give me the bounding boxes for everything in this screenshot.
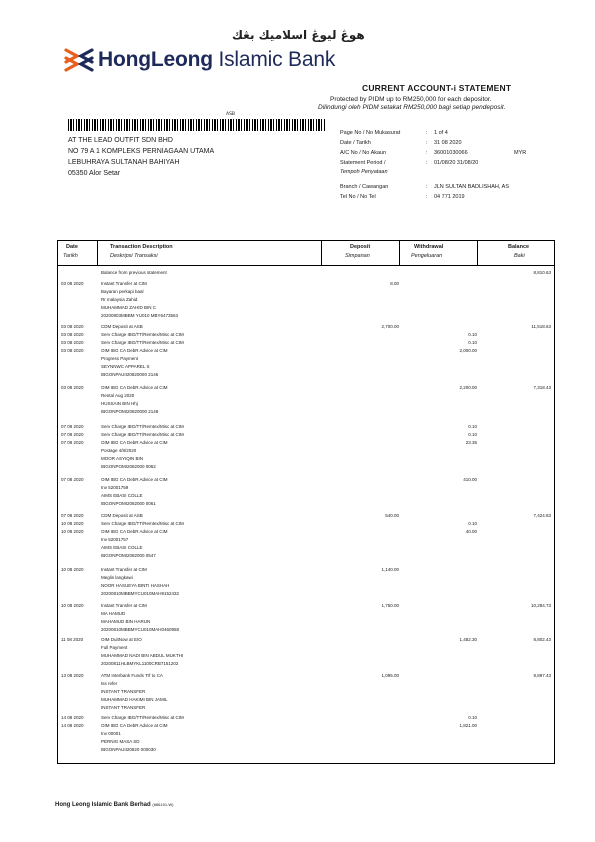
row-withdrawal: 1,482.30: [459, 637, 477, 642]
row-date: 07 08 2020: [61, 432, 84, 437]
row-date: 03 08 2020: [61, 281, 84, 286]
row-description: [101, 331, 341, 339]
page-number-row: Page No / No Mukasurat : 1 of 4: [340, 130, 448, 136]
header-balance: Balance: [508, 244, 530, 250]
row-date: 03 08 2020: [61, 324, 84, 329]
page-label: Page No / No Mukasurat: [340, 130, 401, 136]
row-description-line: SEYNNWC APPAREL S: [101, 364, 150, 369]
row-description-line: Postage 4/8/2020: [101, 448, 137, 453]
tel-label: Tel No / No Tel: [340, 194, 376, 200]
header-deposit-my: Simpanan: [345, 253, 370, 259]
row-description-line: Rr malaysia Zahid: [101, 297, 138, 302]
row-description: [101, 528, 341, 560]
row-description-line: OIM IBG CA DebR Advice at CIM: [101, 385, 168, 390]
row-description-line: Progress Payment: [101, 356, 139, 361]
row-description-line: OIM IBG CA DebR Advice at CIM: [101, 348, 168, 353]
row-deposit: 1,140.00: [381, 567, 399, 572]
address-line-2: NO 79 A 1 KOMPLEKS PERNIAGAAN UTAMA: [68, 148, 215, 155]
row-balance: 10,284.73: [530, 603, 551, 608]
row-description-line: OIM DuitNow at EIO: [101, 637, 142, 642]
row-withdrawal: 410.00: [463, 477, 477, 482]
row-withdrawal: 0.10: [468, 332, 477, 337]
barcode: [68, 119, 326, 131]
row-description-line: MA HAMUD: [101, 611, 126, 616]
account-number-value: 36001030066: [434, 150, 468, 156]
row-description-line: Inv 00001: [101, 731, 121, 736]
bank-arabic-name: هوڠ ليوڠ اسلاميك بڠك: [232, 28, 365, 42]
row-description: [101, 439, 341, 471]
row-description-line: Instant Transfer at CIM: [101, 281, 147, 286]
row-description: [101, 672, 341, 712]
date-label: Date / Tarikh: [340, 140, 371, 146]
row-description-line: IBGONPAUII20820 000030: [101, 747, 156, 752]
row-description-line: Serv Charge IBG/TT/Remtex/Misc at CIM: [101, 340, 184, 345]
row-description-line: Serv Charge IBG/TT/Remtex/Misc at CIM: [101, 424, 184, 429]
row-date: 07 08 2020: [61, 477, 84, 482]
row-description-line: IBGONPAUII20820000 2146: [101, 372, 159, 377]
row-withdrawal: 0.10: [468, 715, 477, 720]
row-description-line: Instant Transfer at CIM: [101, 603, 147, 608]
row-description-line: Full Payment: [101, 645, 128, 650]
header-divider: [477, 240, 478, 265]
row-withdrawal: 40.00: [465, 529, 477, 534]
row-description-line: Rental Aug 2020: [101, 393, 135, 398]
row-description-line: Inv 52001759: [101, 485, 129, 490]
row-withdrawal: 2,000.00: [459, 348, 477, 353]
row-description-line: CDM Deposit at ASB: [101, 324, 143, 329]
header-deposit: Deposit: [350, 244, 371, 250]
row-date: 07 08 2020: [61, 424, 84, 429]
row-description-line: IBGONPOMI20820000 2148: [101, 409, 159, 414]
row-description-line: Serv Charge IBG/TT/Remtex/Misc at CIM: [101, 715, 184, 720]
row-date: 03 08 2020: [61, 348, 84, 353]
header-divider: [321, 240, 322, 265]
row-description-line: Bayaran perkapi baal: [101, 289, 144, 294]
header-withdrawal: Withdrawal: [414, 244, 444, 250]
row-description: [101, 520, 341, 528]
row-deposit: 8.00: [390, 281, 399, 286]
row-description: [101, 269, 341, 277]
row-description: [101, 722, 341, 754]
row-description: [101, 339, 341, 347]
branch-row: Branch / Cawangan : JLN SULTAN BADLISHAH, AS: [340, 184, 509, 190]
header-divider: [97, 240, 98, 265]
row-date: 07 08 2020: [61, 513, 84, 518]
row-date: 11 08 2020: [61, 637, 84, 642]
tel-value: 04 771 2019: [434, 194, 465, 200]
row-description: [101, 476, 341, 508]
row-description-line: CDM Deposit at ASB: [101, 513, 143, 518]
row-description-line: Serv Charge IBG/TT/Remtex/Misc at CIM: [101, 432, 184, 437]
row-description: [101, 384, 341, 416]
row-description-line: Serv Charge IBG/TT/Remtex/Misc at CIM: [101, 521, 184, 526]
date-row: Date / Tarikh : 31 08 2020: [340, 140, 462, 146]
row-description-line: IBGONPOMI2082000 0061: [101, 501, 156, 506]
header-divider: [399, 240, 400, 265]
row-withdrawal: 0.10: [468, 521, 477, 526]
row-description-line: ATM Interbank Funds Trf to CA: [101, 673, 163, 678]
header-balance-my: Baki: [514, 253, 525, 259]
row-description-line: 20200810MBBMYCU010MAH0460958: [101, 627, 180, 632]
account-number-row: A/C No / No Akaun : 36001030066 MYR: [340, 150, 527, 156]
row-balance: 7,424.83: [533, 513, 551, 518]
row-withdrawal: 23.35: [465, 440, 477, 445]
row-description: [101, 431, 341, 439]
row-description-line: INSTANT TRANSFER: [101, 705, 146, 710]
date-value: 31 08 2020: [434, 140, 462, 146]
row-description-line: AIMS EBASI COLLE: [101, 493, 143, 498]
table-header-divider: [57, 265, 555, 266]
statement-period-label-my: Tempoh Penyataan: [340, 169, 388, 175]
row-description-line: Inv 52001757: [101, 537, 129, 542]
page-value: 1 of 4: [434, 130, 448, 136]
row-withdrawal: 1,821.00: [459, 723, 477, 728]
row-description: [101, 423, 341, 431]
row-description: [101, 280, 341, 320]
row-description: [101, 714, 341, 722]
row-balance: 9,897.43: [533, 673, 551, 678]
statement-period-label: Statement Period /: [340, 160, 386, 166]
row-description-line: OIM IBG CA DebR Advice at CIM: [101, 477, 168, 482]
row-date: 03 08 2020: [61, 385, 84, 390]
header-date: Date: [66, 244, 78, 250]
row-description-line: PERNIG MASA SD: [101, 739, 140, 744]
row-withdrawal: 0.10: [468, 432, 477, 437]
row-balance: 7,318.43: [533, 385, 551, 390]
row-description-line: OIM IBG CA DebR Advice at CIM: [101, 529, 168, 534]
currency: MYR: [514, 150, 527, 156]
row-date: 03 08 2020: [61, 332, 84, 337]
row-description-line: 20200803MBBM YU010 MBY6473563: [101, 313, 178, 318]
row-deposit: 2,700.00: [381, 324, 399, 329]
row-date: 07 08 2020: [61, 440, 84, 445]
row-description-line: Serv Charge IBG/TT/Remtex/Misc at CIM: [101, 332, 184, 337]
row-description-line: tss refer: [101, 681, 118, 686]
hong-leong-logo-icon: [62, 44, 96, 78]
header-date-my: Tarikh: [63, 253, 78, 259]
footer-bank-name: Hong Leong Islamic Bank Berhad (686191-W): [55, 802, 174, 808]
tel-row: Tel No / No Tel : 04 771 2019: [340, 194, 465, 200]
row-description-line: 20200811HLBMYKL1100CRB7151202: [101, 661, 179, 666]
branch-label: Branch / Cawangan: [340, 184, 389, 190]
row-withdrawal: 2,200.00: [459, 385, 477, 390]
row-description-line: Balance from previous statement: [101, 270, 167, 275]
row-description-line: OIM IBG CA DebR Advice at CIM: [101, 723, 168, 728]
header-description: Transaction Description: [110, 244, 173, 250]
row-description-line: Instant Transfer at CIM: [101, 567, 147, 572]
row-balance: 8,802.43: [533, 637, 551, 642]
row-description: [101, 636, 341, 668]
account-number-label: A/C No / No Akaun: [340, 150, 387, 156]
statement-period-value: 01/08/20 31/08/20: [434, 160, 479, 166]
row-description: [101, 347, 341, 379]
row-description: [101, 566, 341, 598]
row-description-line: MUHAMMAD NADI BIN ABDUL MUKTHI: [101, 653, 184, 658]
row-description: [101, 323, 341, 331]
statement-period-row: Statement Period / : 01/08/20 31/08/20: [340, 160, 479, 166]
branch-value: JLN SULTAN BADLISHAH, AS: [434, 184, 509, 190]
row-description: [101, 512, 341, 520]
row-description-line: IBGONPOMI2082000 0062: [101, 464, 156, 469]
row-balance: 11,518.63: [531, 324, 551, 329]
header-description-my: Deskripsi Transaksi: [110, 253, 158, 259]
row-date: 03 08 2020: [61, 340, 84, 345]
row-date: 10 08 2020: [61, 529, 84, 534]
row-description-line: INSTANT TRANSFER: [101, 689, 146, 694]
row-description-line: OIM IBG CA DebR Advice at CIM: [101, 440, 168, 445]
row-description-line: HUSSAIN BIN Hhj: [101, 401, 138, 406]
row-description: [101, 602, 341, 634]
row-date: 10 08 2020: [61, 567, 84, 572]
row-description-line: Meglis langkawi: [101, 575, 133, 580]
row-description-line: MAHAMUD BIN HARUN: [101, 619, 151, 624]
address-line-4: 05350 Alor Setar: [68, 170, 121, 177]
row-balance: 8,810.63: [533, 270, 551, 275]
statement-title: CURRENT ACCOUNT-i STATEMENT: [362, 83, 512, 93]
row-description-line: MUHAMMAD HAKIMI BIN JAMIL: [101, 697, 168, 702]
row-date: 14 08 2020: [61, 723, 84, 728]
address-line-1: AT THE LEAD OUTFIT SDN BHD: [68, 137, 173, 144]
bank-logo-text: HongLeong Islamic Bank: [98, 48, 336, 71]
row-deposit: 1,095.00: [381, 673, 399, 678]
row-description-line: IBGONPOMI2082000 0547: [101, 553, 156, 558]
row-description-line: AIMS EBASI COLLE: [101, 545, 143, 550]
row-date: 10 08 2020: [61, 603, 84, 608]
address-line-3: LEBUHRAYA SULTANAH BAHIYAH: [68, 159, 180, 166]
row-withdrawal: 0.10: [468, 340, 477, 345]
row-deposit: 540.00: [385, 513, 399, 518]
row-description-line: MUHAMMAD ZAHID BIN C: [101, 305, 156, 310]
pidm-protection-my: Dilindungi oleh PIDM setakat RM250,000 bagi setiap pendeposit.: [318, 104, 506, 111]
asb-tag: ASB: [226, 112, 236, 117]
row-withdrawal: 0.10: [468, 424, 477, 429]
row-description-line: NOOR HASUEYA BINTI HASHAH: [101, 583, 170, 588]
row-deposit: 1,750.00: [381, 603, 399, 608]
header-withdrawal-my: Pengeluaran: [411, 253, 443, 259]
row-date: 10 08 2020: [61, 521, 84, 526]
pidm-protection-en: Protected by PIDM up to RM250,000 for each depositor.: [330, 96, 492, 103]
row-date: 13 08 2020: [61, 673, 84, 678]
row-date: 14 08 2020: [61, 715, 84, 720]
row-description-line: 20200810MBBMYCU010MAH9152432: [101, 591, 180, 596]
row-description-line: MOOR ASYIQIN BIN: [101, 456, 144, 461]
